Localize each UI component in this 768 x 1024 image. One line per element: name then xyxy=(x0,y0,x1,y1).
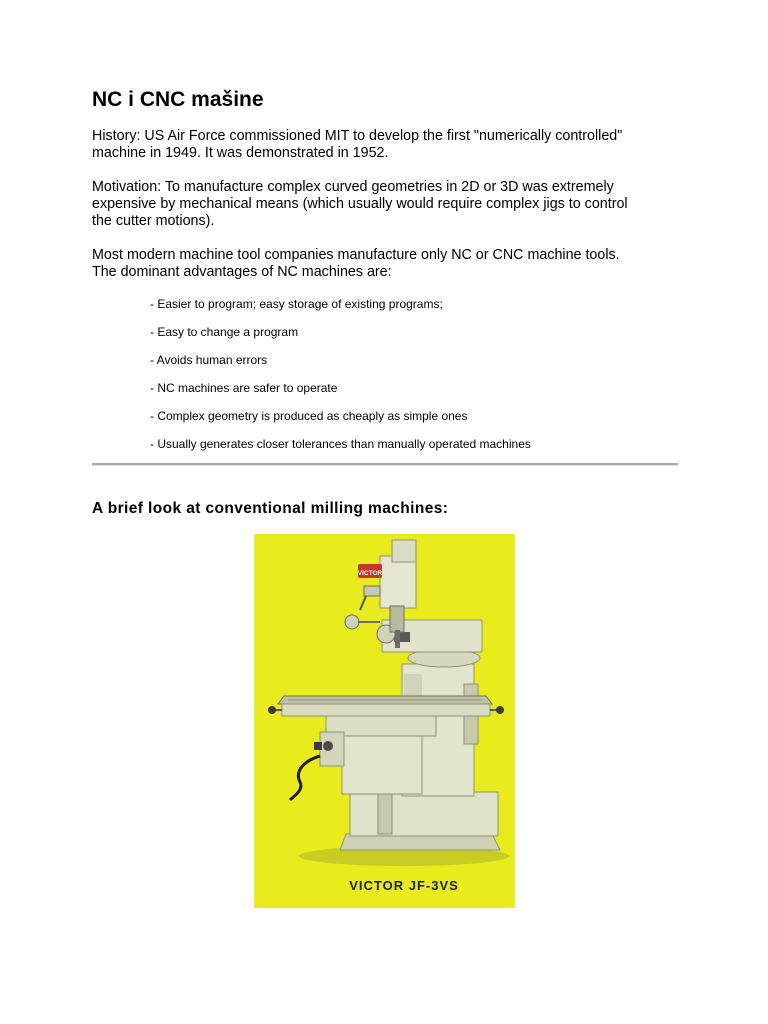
milling-machine-illustration xyxy=(254,534,515,908)
motivation-paragraph: Motivation: To manufacture complex curved geometries in 2D or 3D was extremely expensive by mechanical means (which usually would require complex jigs to control the cutter motions). xyxy=(92,179,628,229)
page-title: NC i CNC mašine xyxy=(92,88,264,111)
advantages-list xyxy=(150,296,531,464)
badge-label: VICTOR xyxy=(357,570,383,577)
advantage-item: - Usually generates closer tolerances than manually operated machines xyxy=(150,437,531,451)
photo-caption: VICTOR JF-3VS xyxy=(349,878,459,893)
intro-paragraph: Most modern machine tool companies manufacture only NC or CNC machine tools. The dominant advantages of NC machines are: xyxy=(92,247,620,280)
advantage-item: - Avoids human errors xyxy=(150,353,268,367)
advantage-item: - Easy to change a program xyxy=(150,325,299,339)
advantage-item: - Easier to program; easy storage of existing programs; xyxy=(150,297,443,311)
history-paragraph: History: US Air Force commissioned MIT to develop the first "numerically controlled" machine in 1949. It was demonstrated in 1952. xyxy=(92,128,623,161)
horizontal-rule xyxy=(92,463,678,466)
advantage-item: - NC machines are safer to operate xyxy=(150,381,338,395)
milling-machine-photo xyxy=(254,534,515,908)
section-heading: A brief look at conventional milling machines: xyxy=(92,500,449,517)
advantage-item: - Complex geometry is produced as cheaply as simple ones xyxy=(150,409,468,423)
